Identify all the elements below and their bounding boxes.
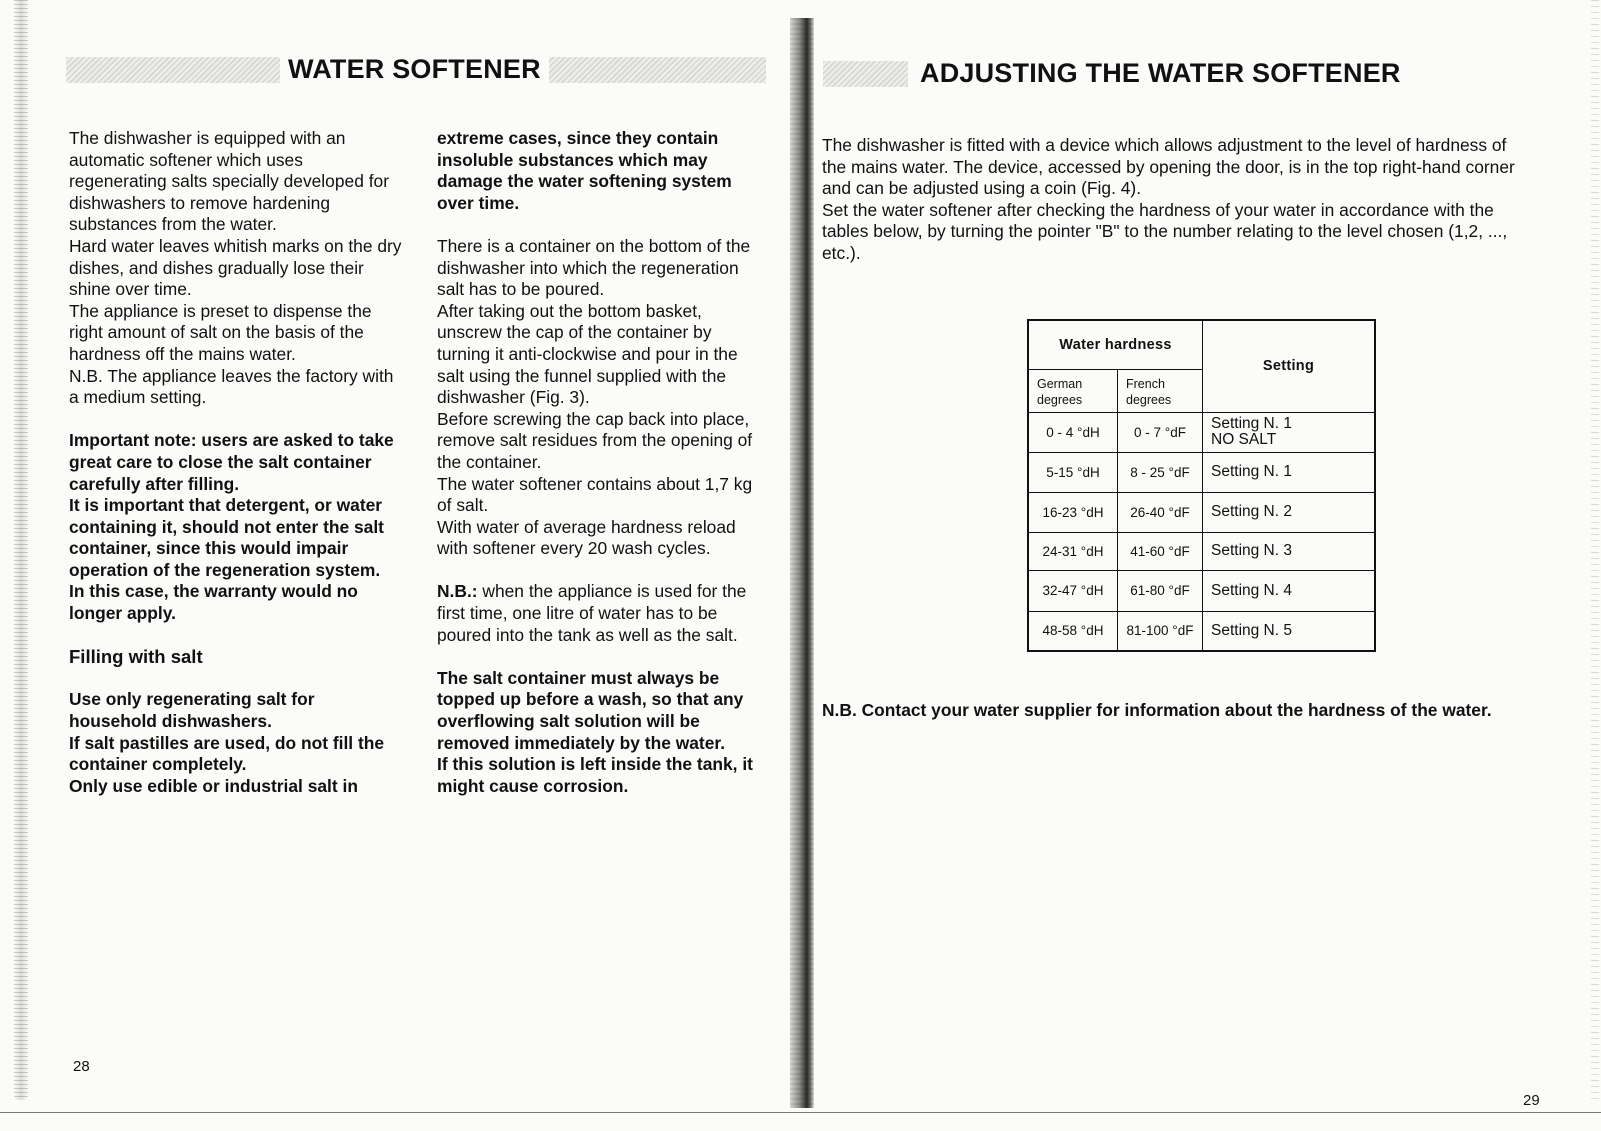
setting-value: Setting N. 2 bbox=[1203, 492, 1376, 532]
first-use-note bbox=[437, 581, 762, 646]
french-value: 41-60 °dF bbox=[1118, 532, 1203, 570]
table-row bbox=[1028, 570, 1375, 611]
topped-up-note: The salt container must always be topped up before a wash, so that any overflowing salt solution will be removed immediately by the water. bbox=[437, 667, 744, 753]
page-number-left: 28 bbox=[73, 1058, 90, 1075]
set-softener-paragraph: Set the water softener after checking the hardness of your water in accordance with the tables below, by turning the pointer "B" to the number relating to the level chosen (1,2, ..., etc.). bbox=[822, 199, 1508, 263]
intro-paragraph: The dishwasher is equipped with an automatic softener which uses regenerating salts specially developed for dishwashers to remove hardening substances from the water. bbox=[69, 128, 389, 235]
first-use-text: when the appliance is used for the first time, one litre of water has to be poured into the tank as well as the salt. bbox=[437, 581, 747, 645]
table-row bbox=[1028, 532, 1375, 570]
right-page-edge bbox=[1591, 0, 1599, 1100]
german-value: 48-58 °dH bbox=[1028, 611, 1118, 651]
regenerating-salt-note: Use only regenerating salt for household dishwashers. bbox=[69, 689, 315, 732]
table-row bbox=[1028, 412, 1375, 452]
preset-paragraph: The appliance is preset to dispense the right amount of salt on the basis of the hardness off the mains water. bbox=[69, 300, 372, 364]
detergent-warning: It is important that detergent, or water containing it, should not enter the salt container, since this would impair operation of the regeneration system. bbox=[69, 495, 384, 580]
french-value: 81-100 °dF bbox=[1118, 611, 1203, 651]
setting-subtext: NO SALT bbox=[1211, 431, 1277, 448]
setting-value: Setting N. 5 bbox=[1203, 611, 1376, 651]
water-hardness-table bbox=[1027, 319, 1376, 652]
left-column-1 bbox=[69, 128, 404, 797]
german-value: 5-15 °dH bbox=[1028, 452, 1118, 492]
water-hardness-header: Water hardness bbox=[1028, 320, 1203, 369]
heading-band-right bbox=[823, 61, 908, 87]
german-degrees-header: German degrees bbox=[1028, 369, 1118, 412]
factory-setting-note: N.B. The appliance leaves the factory with a medium setting. bbox=[69, 365, 394, 408]
warranty-warning: In this case, the warranty would no longer apply. bbox=[69, 581, 358, 624]
salt-pastilles-note: If salt pastilles are used, do not fill the container completely. bbox=[69, 732, 385, 775]
reload-paragraph: With water of average hardness reload with softener every 20 wash cycles. bbox=[437, 516, 736, 559]
german-value: 0 - 4 °dH bbox=[1028, 412, 1118, 452]
french-value: 61-80 °dF bbox=[1118, 570, 1203, 611]
filling-with-salt-heading: Filling with salt bbox=[69, 646, 203, 668]
german-value: 24-31 °dH bbox=[1028, 532, 1118, 570]
french-degrees-header: French degrees bbox=[1118, 369, 1203, 412]
important-note: Important note: users are asked to take great care to close the salt container carefully after filling. bbox=[69, 430, 394, 494]
page-title-adjusting: ADJUSTING THE WATER SOFTENER bbox=[912, 58, 1409, 89]
container-paragraph: There is a container on the bottom of the dishwasher into which the regeneration salt has to be poured. bbox=[437, 235, 751, 300]
supplier-note: N.B. Contact your water supplier for information about the hardness of the water. bbox=[822, 700, 1492, 720]
page-28 bbox=[0, 0, 800, 1131]
device-paragraph: The dishwasher is fitted with a device which allows adjustment to the level of hardness of the mains water. The device, accessed by opening the door, is in the top right-hand corner and can be adjusted using a coin (Fig. 4). bbox=[822, 135, 1515, 199]
french-value: 0 - 7 °dF bbox=[1118, 412, 1203, 452]
table-row bbox=[1028, 611, 1375, 651]
table-row bbox=[1028, 492, 1375, 532]
setting-header: Setting bbox=[1203, 320, 1376, 412]
extreme-cases-note: extreme cases, since they contain insoluble substances which may damage the water softening system over time. bbox=[437, 128, 732, 213]
page-number-right: 29 bbox=[1523, 1092, 1540, 1109]
setting-text: Setting N. 1 bbox=[1211, 415, 1292, 432]
edible-salt-note: Only use edible or industrial salt in bbox=[69, 775, 358, 796]
right-intro bbox=[822, 135, 1522, 265]
cap-paragraph: Before screwing the cap back into place, remove salt residues from the opening of the container. bbox=[437, 408, 753, 472]
setting-value: Setting N. 3 bbox=[1203, 532, 1376, 570]
hard-water-paragraph: Hard water leaves whitish marks on the dry dishes, and dishes gradually lose their shine over time. bbox=[69, 235, 402, 300]
french-value: 26-40 °dF bbox=[1118, 492, 1203, 532]
basket-paragraph: After taking out the bottom basket, unscrew the cap of the container by turning it anti-clockwise and pour in the salt using the funnel supplied with the dishwasher (Fig. 3). bbox=[437, 300, 738, 408]
page-title-water-softener: WATER SOFTENER bbox=[280, 54, 549, 85]
setting-value: Setting N. 1 bbox=[1203, 452, 1376, 492]
table-row bbox=[1028, 452, 1375, 492]
french-value: 8 - 25 °dF bbox=[1118, 452, 1203, 492]
german-value: 16-23 °dH bbox=[1028, 492, 1118, 532]
left-column-2 bbox=[437, 128, 762, 797]
setting-value: Setting N. 4 bbox=[1203, 570, 1376, 611]
capacity-paragraph: The water softener contains about 1,7 kg of salt. bbox=[437, 473, 753, 516]
corrosion-note: If this solution is left inside the tank, it might cause corrosion. bbox=[437, 754, 753, 796]
setting-value bbox=[1203, 412, 1376, 452]
nb-label: N.B.: bbox=[437, 581, 478, 602]
german-value: 32-47 °dH bbox=[1028, 570, 1118, 611]
